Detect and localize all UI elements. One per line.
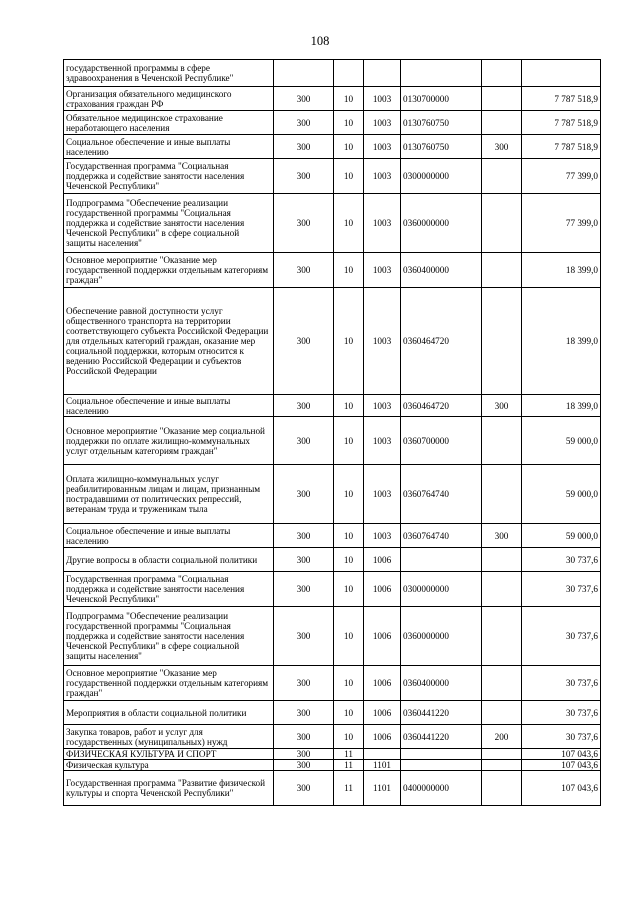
row-name-cell: государственной программы в сфере здравоохранения в Чеченской Республике"	[64, 60, 274, 87]
row-section-cell: 10	[334, 666, 364, 701]
row-name-cell: Физическая культура	[64, 760, 274, 771]
table-row	[64, 288, 601, 395]
row-expense-type-cell: 300	[482, 395, 522, 417]
row-article-cell: 0360400000	[401, 253, 482, 288]
row-subsection-cell: 1006	[364, 701, 401, 725]
row-section-cell	[334, 60, 364, 87]
row-article-cell: 0130760750	[401, 135, 482, 159]
table-row	[64, 572, 601, 607]
table-body	[64, 60, 601, 806]
row-section-cell: 10	[334, 159, 364, 194]
row-amount-cell: 59 000,0	[522, 465, 601, 524]
row-subsection-cell: 1003	[364, 253, 401, 288]
row-amount-cell	[522, 60, 601, 87]
row-article-cell: 0300000000	[401, 572, 482, 607]
row-subsection-cell: 1006	[364, 607, 401, 666]
row-amount-cell: 77 399,0	[522, 159, 601, 194]
row-expense-type-cell	[482, 111, 522, 135]
row-article-cell: 0360441220	[401, 725, 482, 749]
row-section-cell: 10	[334, 548, 364, 572]
table-row	[64, 465, 601, 524]
row-subsection-cell: 1101	[364, 771, 401, 806]
row-section-cell: 10	[334, 111, 364, 135]
table-row	[64, 548, 601, 572]
row-section-cell: 10	[334, 701, 364, 725]
row-subsection-cell: 1006	[364, 572, 401, 607]
row-amount-cell: 18 399,0	[522, 253, 601, 288]
row-subsection-cell: 1003	[364, 194, 401, 253]
row-amount-cell: 30 737,6	[522, 725, 601, 749]
row-code-cell: 300	[274, 607, 334, 666]
row-name-cell: Социальное обеспечение и иные выплаты населению	[64, 524, 274, 548]
row-name-cell: Оплата жилищно-коммунальных услуг реабилитированным лицам и лицам, признанным пострадавшими от политических репрессий, ветеранам труда и труженикам тыла	[64, 465, 274, 524]
row-code-cell: 300	[274, 288, 334, 395]
row-amount-cell: 7 787 518,9	[522, 87, 601, 111]
row-subsection-cell	[364, 60, 401, 87]
row-expense-type-cell	[482, 417, 522, 465]
row-expense-type-cell	[482, 87, 522, 111]
row-subsection-cell: 1003	[364, 111, 401, 135]
budget-table	[63, 59, 601, 806]
row-name-cell: Государственная программа "Развитие физической культуры и спорта Чеченской Республики"	[64, 771, 274, 806]
row-section-cell: 11	[334, 771, 364, 806]
row-expense-type-cell	[482, 771, 522, 806]
row-section-cell: 10	[334, 417, 364, 465]
row-article-cell: 0400000000	[401, 771, 482, 806]
row-section-cell: 10	[334, 725, 364, 749]
row-code-cell: 300	[274, 253, 334, 288]
row-expense-type-cell	[482, 760, 522, 771]
row-section-cell: 10	[334, 395, 364, 417]
row-article-cell: 0130700000	[401, 87, 482, 111]
row-amount-cell: 30 737,6	[522, 666, 601, 701]
row-expense-type-cell	[482, 465, 522, 524]
row-subsection-cell: 1006	[364, 725, 401, 749]
row-subsection-cell: 1003	[364, 465, 401, 524]
row-expense-type-cell	[482, 701, 522, 725]
row-expense-type-cell	[482, 548, 522, 572]
row-expense-type-cell	[482, 607, 522, 666]
row-code-cell: 300	[274, 749, 334, 760]
row-subsection-cell: 1003	[364, 417, 401, 465]
table-row	[64, 760, 601, 771]
row-subsection-cell: 1006	[364, 666, 401, 701]
row-article-cell	[401, 749, 482, 760]
row-article-cell: 0360700000	[401, 417, 482, 465]
row-name-cell: Другие вопросы в области социальной политики	[64, 548, 274, 572]
row-amount-cell: 7 787 518,9	[522, 111, 601, 135]
row-subsection-cell: 1003	[364, 288, 401, 395]
table-row	[64, 749, 601, 760]
row-subsection-cell: 1003	[364, 135, 401, 159]
row-article-cell: 0360764740	[401, 524, 482, 548]
table-row	[64, 159, 601, 194]
row-expense-type-cell: 300	[482, 135, 522, 159]
row-name-cell: Мероприятия в области социальной политики	[64, 701, 274, 725]
row-code-cell: 300	[274, 135, 334, 159]
row-amount-cell: 30 737,6	[522, 701, 601, 725]
row-code-cell: 300	[274, 701, 334, 725]
row-section-cell: 10	[334, 572, 364, 607]
row-subsection-cell: 1006	[364, 548, 401, 572]
table-row	[64, 725, 601, 749]
table-row	[64, 135, 601, 159]
row-article-cell	[401, 60, 482, 87]
row-code-cell: 300	[274, 524, 334, 548]
row-article-cell: 0360400000	[401, 666, 482, 701]
row-name-cell: Социальное обеспечение и иные выплаты населению	[64, 135, 274, 159]
row-name-cell: Закупка товаров, работ и услуг для государственных (муниципальных) нужд	[64, 725, 274, 749]
row-section-cell: 10	[334, 253, 364, 288]
row-section-cell: 10	[334, 524, 364, 548]
row-expense-type-cell	[482, 666, 522, 701]
row-name-cell: Подпрограмма "Обеспечение реализации государственной программы "Социальная поддержка и содействие занятости населения Чеченской Республики" в сфере социальной защиты населения"	[64, 194, 274, 253]
row-subsection-cell	[364, 749, 401, 760]
row-code-cell: 300	[274, 159, 334, 194]
row-name-cell: ФИЗИЧЕСКАЯ КУЛЬТУРА И СПОРТ	[64, 749, 274, 760]
table-row	[64, 701, 601, 725]
row-code-cell: 300	[274, 666, 334, 701]
row-article-cell: 0130760750	[401, 111, 482, 135]
row-subsection-cell: 1003	[364, 395, 401, 417]
row-code-cell	[274, 60, 334, 87]
row-subsection-cell: 1003	[364, 159, 401, 194]
row-name-cell: Организация обязательного медицинского страхования граждан РФ	[64, 87, 274, 111]
row-name-cell: Обеспечение равной доступности услуг общественного транспорта на территории соответствующего субъекта Российской Федерации для отдельных категорий граждан, оказание мер социальной поддержки, которым относится к ведению Российской Федерации и субъектов Российской Федерации	[64, 288, 274, 395]
row-code-cell: 300	[274, 194, 334, 253]
row-code-cell: 300	[274, 548, 334, 572]
row-code-cell: 300	[274, 111, 334, 135]
row-article-cell: 0300000000	[401, 159, 482, 194]
row-amount-cell: 18 399,0	[522, 288, 601, 395]
row-name-cell: Основное мероприятие "Оказание мер государственной поддержки отдельным категориям граждан"	[64, 253, 274, 288]
row-article-cell: 0360464720	[401, 395, 482, 417]
row-code-cell: 300	[274, 760, 334, 771]
page-number: 108	[310, 34, 330, 48]
row-code-cell: 300	[274, 465, 334, 524]
row-section-cell: 10	[334, 288, 364, 395]
table-row	[64, 194, 601, 253]
row-name-cell: Основное мероприятие "Оказание мер государственной поддержки отдельным категориям граждан"	[64, 666, 274, 701]
row-section-cell: 10	[334, 607, 364, 666]
row-name-cell: Подпрограмма "Обеспечение реализации государственной программы "Социальная поддержка и содействие занятости населения Чеченской Республики" в сфере социальной защиты населения"	[64, 607, 274, 666]
table-row	[64, 417, 601, 465]
table-row	[64, 666, 601, 701]
table-row	[64, 111, 601, 135]
row-amount-cell: 59 000,0	[522, 417, 601, 465]
table-row	[64, 395, 601, 417]
row-article-cell: 0360000000	[401, 607, 482, 666]
row-article-cell	[401, 548, 482, 572]
row-expense-type-cell	[482, 60, 522, 87]
row-section-cell: 10	[334, 135, 364, 159]
table-row	[64, 771, 601, 806]
row-article-cell	[401, 760, 482, 771]
row-code-cell: 300	[274, 725, 334, 749]
row-amount-cell: 77 399,0	[522, 194, 601, 253]
row-amount-cell: 30 737,6	[522, 548, 601, 572]
row-amount-cell: 59 000,0	[522, 524, 601, 548]
row-code-cell: 300	[274, 87, 334, 111]
row-section-cell: 10	[334, 194, 364, 253]
row-subsection-cell: 1101	[364, 760, 401, 771]
table-row	[64, 60, 601, 87]
row-article-cell: 0360464720	[401, 288, 482, 395]
row-amount-cell: 107 043,6	[522, 749, 601, 760]
row-expense-type-cell: 200	[482, 725, 522, 749]
row-code-cell: 300	[274, 572, 334, 607]
row-amount-cell: 7 787 518,9	[522, 135, 601, 159]
row-expense-type-cell	[482, 159, 522, 194]
table-row	[64, 524, 601, 548]
row-code-cell: 300	[274, 771, 334, 806]
row-amount-cell: 30 737,6	[522, 572, 601, 607]
row-section-cell: 11	[334, 760, 364, 771]
row-expense-type-cell	[482, 253, 522, 288]
row-amount-cell: 107 043,6	[522, 771, 601, 806]
row-expense-type-cell	[482, 194, 522, 253]
row-subsection-cell: 1003	[364, 524, 401, 548]
row-name-cell: Обязательное медицинское страхование неработающего населения	[64, 111, 274, 135]
row-name-cell: Основное мероприятие "Оказание мер социальной поддержки по оплате жилищно-коммунальных услуг отдельным категориям граждан"	[64, 417, 274, 465]
row-section-cell: 10	[334, 465, 364, 524]
row-amount-cell: 18 399,0	[522, 395, 601, 417]
table-row	[64, 87, 601, 111]
table-row	[64, 607, 601, 666]
row-section-cell: 10	[334, 87, 364, 111]
row-name-cell: Государственная программа "Социальная поддержка и содействие занятости населения Чеченской Республики"	[64, 572, 274, 607]
row-article-cell: 0360441220	[401, 701, 482, 725]
row-code-cell: 300	[274, 417, 334, 465]
row-article-cell: 0360000000	[401, 194, 482, 253]
row-name-cell: Социальное обеспечение и иные выплаты населению	[64, 395, 274, 417]
row-expense-type-cell	[482, 288, 522, 395]
row-expense-type-cell	[482, 749, 522, 760]
row-expense-type-cell: 300	[482, 524, 522, 548]
row-code-cell: 300	[274, 395, 334, 417]
row-subsection-cell: 1003	[364, 87, 401, 111]
row-section-cell: 11	[334, 749, 364, 760]
row-expense-type-cell	[482, 572, 522, 607]
row-amount-cell: 30 737,6	[522, 607, 601, 666]
row-name-cell: Государственная программа "Социальная поддержка и содействие занятости населения Чеченской Республики"	[64, 159, 274, 194]
row-amount-cell: 107 043,6	[522, 760, 601, 771]
table-row	[64, 253, 601, 288]
row-article-cell: 0360764740	[401, 465, 482, 524]
